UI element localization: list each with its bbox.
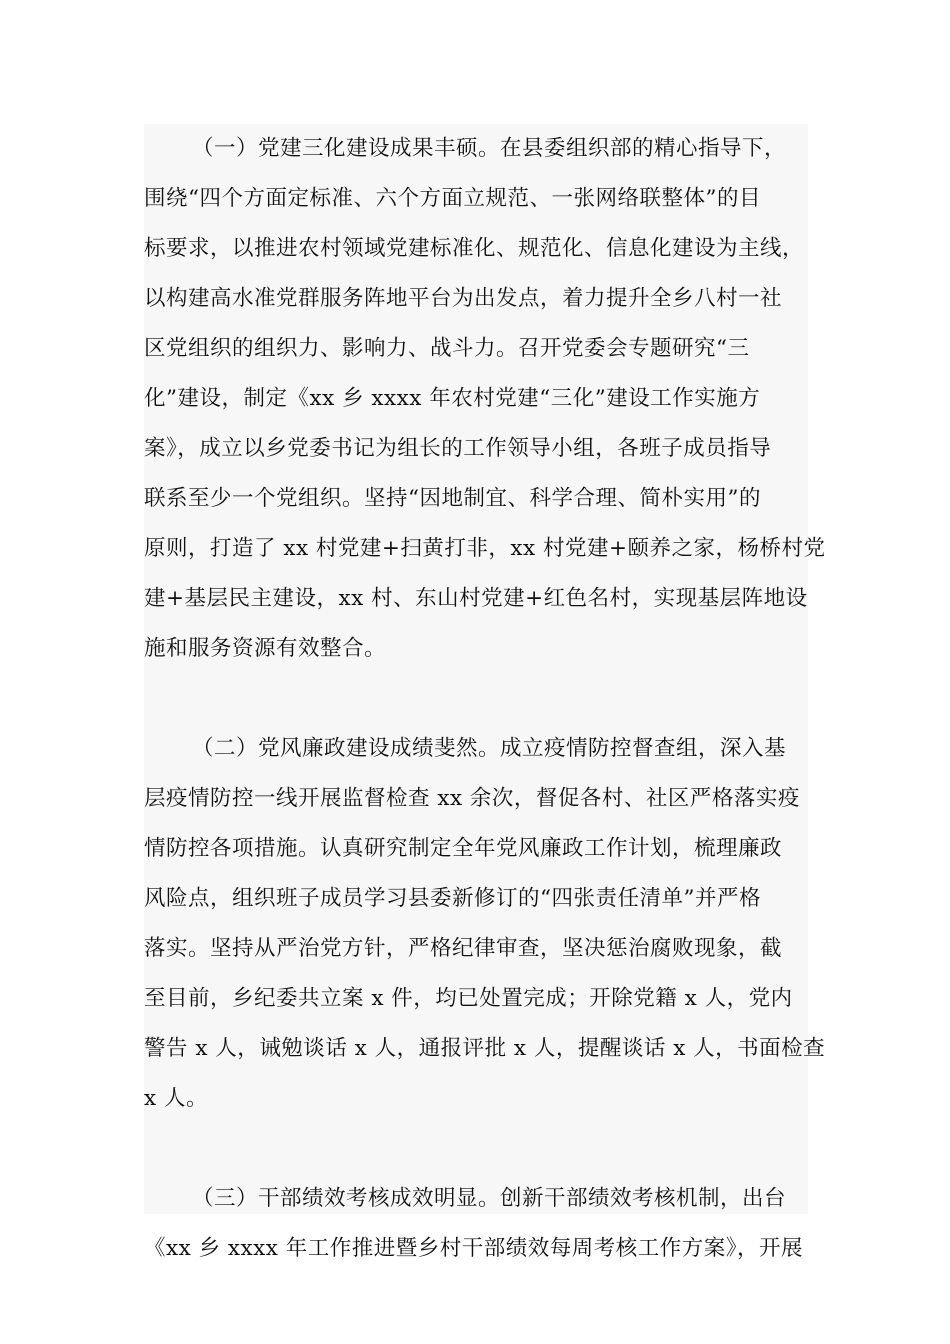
text-line: 警告 x 人，诫勉谈话 x 人，通报评批 x 人，提醒谈话 x 人，书面检查 <box>144 1036 826 1061</box>
paragraph-integrity <box>144 724 826 1124</box>
text-line: （三）干部绩效考核成效明显。创新干部绩效考核机制，出台 <box>192 1186 787 1211</box>
text-line: 情防控各项措施。认真研究制定全年党风廉政工作计划，梳理廉政 <box>144 836 783 861</box>
text-line: 落实。坚持从严治党方针，严格纪律审查，坚决惩治腐败现象，截 <box>144 936 783 961</box>
paragraph-party-building <box>144 124 826 674</box>
document-body <box>144 124 826 1261</box>
paragraph-performance <box>144 1174 808 1274</box>
text-line: 案》，成立以乡党委书记为组长的工作领导小组，各班子成员指导 <box>144 436 772 461</box>
text-line: （一）党建三化建设成果丰硕。在县委组织部的精心指导下， <box>192 136 787 161</box>
text-line: 层疫情防控一线开展监督检查 xx 余次，督促各村、社区严格落实疫 <box>144 786 800 811</box>
paragraph-spacer <box>144 1124 808 1174</box>
text-line: 以构建高水准党群服务阵地平台为出发点，着力提升全乡八村一社 <box>144 286 783 311</box>
text-line: 区党组织的组织力、影响力、战斗力。召开党委会专题研究“三 <box>144 336 750 361</box>
text-line: 《xx 乡 xxxx 年工作推进暨乡村干部绩效每周考核工作方案》，开展 <box>144 1236 804 1261</box>
text-line: 围绕“四个方面定标准、六个方面立规范、一张网络联整体”的目 <box>144 186 761 211</box>
text-line: 施和服务资源有效整合。 <box>144 636 387 661</box>
text-line: （二）党风廉政建设成绩斐然。成立疫情防控督查组，深入基 <box>192 736 787 761</box>
text-line: 风险点，组织班子成员学习县委新修订的“四张责任清单”并严格 <box>144 886 761 911</box>
text-line: 联系至少一个党组织。坚持“因地制宜、科学合理、简朴实用”的 <box>144 486 761 511</box>
text-line: 原则，打造了 xx 村党建+扫黄打非，xx 村党建+颐养之家，杨桥村党 <box>144 536 826 561</box>
text-line: 化”建设，制定《xx 乡 xxxx 年农村党建“三化”建设工作实施方 <box>144 386 761 411</box>
text-line: 建+基层民主建设，xx 村、东山村党建+红色名村，实现基层阵地设 <box>144 586 808 611</box>
paragraph-spacer <box>144 674 808 724</box>
text-line: x 人。 <box>144 1086 208 1111</box>
text-line: 至目前，乡纪委共立案 x 件，均已处置完成；开除党籍 x 人，党内 <box>144 986 793 1011</box>
text-line: 标要求，以推进农村领域党建标准化、规范化、信息化建设为主线， <box>144 236 805 261</box>
